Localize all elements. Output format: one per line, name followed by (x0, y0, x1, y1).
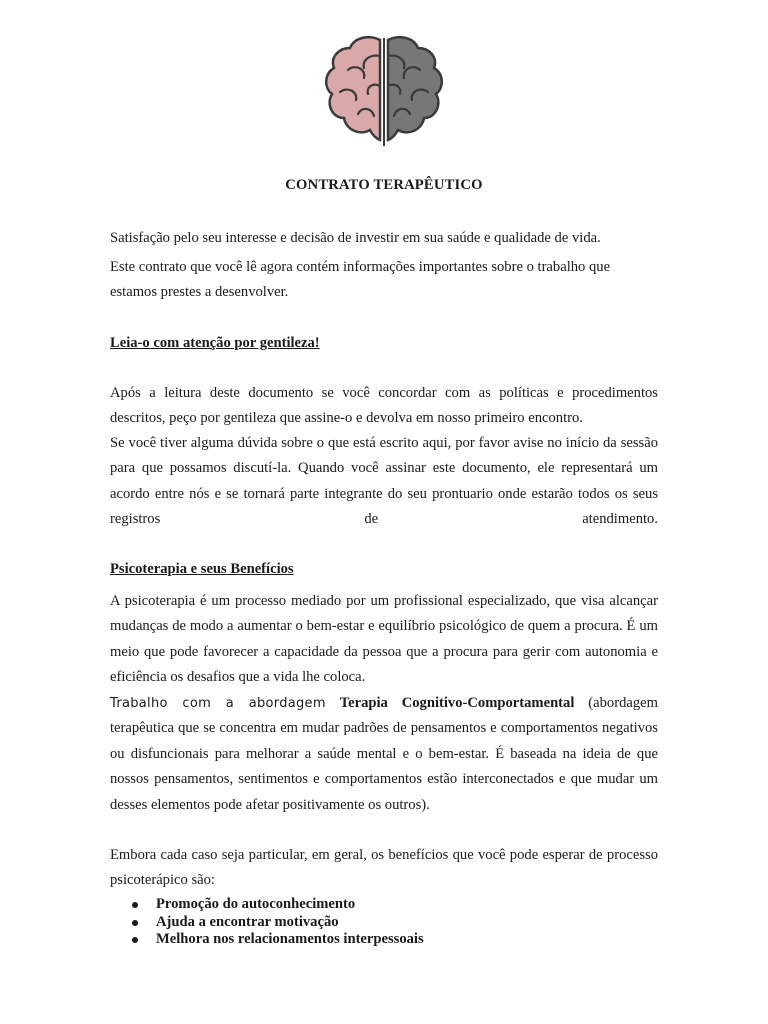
brain-left-hemisphere (326, 37, 380, 140)
after-reading-paragraph-1: Após a leitura deste documento se você concordar com as políticas e procedimentos descritos, peço por gentileza que assine-o e devolva em nosso primeiro encontro. (110, 385, 658, 427)
after-reading-paragraph-2: Se você tiver alguma dúvida sobre o que está escrito aqui, por favor avise no início da sessão para que possamos discutí-la. Quando você assinar este documento, ele representará um acordo entre nós e se tornará parte integrante do seu prontuario onde estarão todos os seus registros de atendimento. (110, 435, 658, 528)
benefits-intro-paragraph: Embora cada caso seja particular, em geral, os benefícios que você pode esperar de processo psicoterápico são: (110, 847, 658, 889)
list-item: Melhora nos relacionamentos interpessoais (130, 931, 424, 949)
section-heading-psicoterapia: Psicoterapia e seus Benefícios (110, 561, 294, 577)
notice-heading: Leia-o com atenção por gentileza! (110, 335, 320, 351)
abordagem-name: Terapia Cognitivo-Comportamental (339, 695, 575, 711)
intro-line-1: Satisfação pelo seu interesse e decisão de investir em sua saúde e qualidade de vida. (110, 230, 601, 246)
brain-right-hemisphere (388, 37, 442, 140)
bullet-icon (132, 937, 138, 943)
abordagem-paragraph (110, 691, 658, 818)
bullet-icon (132, 920, 138, 926)
intro-line-2: Este contrato que você lê agora contém informações importantes sobre o trabalho que estamos prestes a desenvolver. (110, 259, 611, 301)
abordagem-prefix: Trabalho com a abordagem (110, 696, 326, 711)
bullet-icon (132, 902, 138, 908)
list-item: Ajuda a encontrar motivação (130, 914, 424, 932)
brain-icon (318, 30, 450, 154)
document-title: CONTRATO TERAPÊUTICO (285, 177, 483, 193)
psicoterapia-paragraph-1: A psicoterapia é um processo mediado por um profissional especializado, que visa alcançar mudanças de modo a aumentar o bem-estar e equilíbrio psicológico de quem a procura. É um meio que pode favorecer a capacidade da pessoa que a procura para gerir com autonomia e eficiência os desafios que a vida lhe coloca. (110, 593, 658, 686)
abordagem-description: (abordagem terapêutica que se concentra em mudar padrões de pensamentos e comportamentos negativos ou disfuncionais para melhorar a saúde mental e o bem-estar. É baseada na ideia de que nossos pensamentos, sentimentos e comportamentos estão interconectados e que mudar um desses elementos pode afetar positivamente os outros). (110, 695, 658, 813)
list-item: Promoção do autoconhecimento (130, 896, 424, 914)
benefits-list (130, 896, 424, 949)
